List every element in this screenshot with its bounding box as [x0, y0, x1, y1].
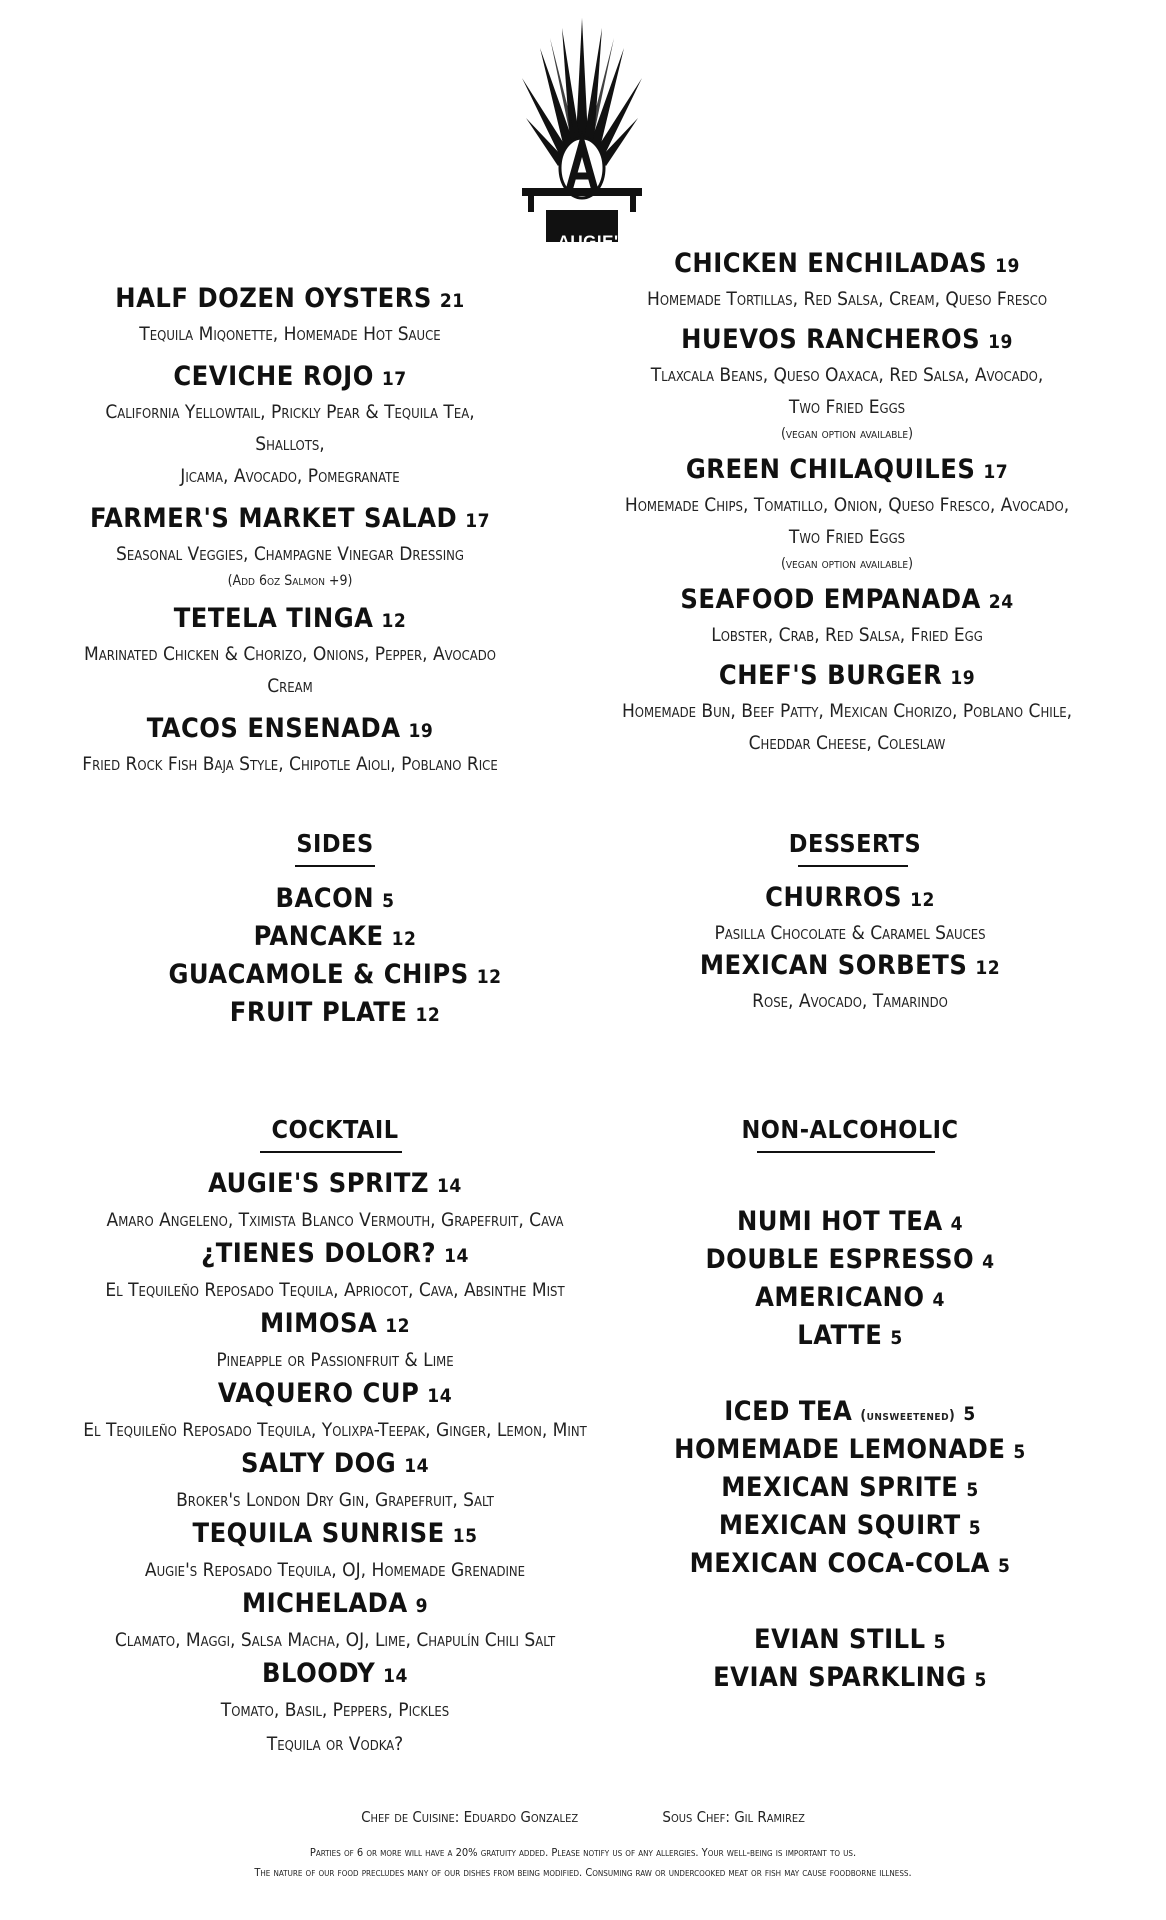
non-alcoholic-heading: NON-ALCOHOLIC: [741, 1115, 959, 1144]
cocktail-item: [60, 1307, 610, 1343]
menu-item-name: CHEF'S BURGER: [718, 660, 943, 691]
menu-item-price: 19: [950, 667, 976, 689]
desserts-underline: [798, 865, 908, 867]
menu-item: [80, 282, 500, 350]
cocktail-item: [60, 1517, 610, 1553]
logo-wordmark: AUGIE'S: [557, 232, 631, 251]
menu-item-title: [608, 453, 1086, 489]
side-item-price: 12: [476, 966, 502, 988]
menu-item-description: Fried Rock Fish Baja Style, Chipotle Aioli, Poblano Rice: [82, 753, 498, 775]
menu-item: [80, 712, 500, 780]
dessert-item-price: 12: [975, 957, 1001, 979]
menu-item-note: (vegan option available): [780, 426, 914, 442]
drink-item-name: MEXICAN COCA-COLA: [689, 1548, 990, 1579]
drink-item-name: EVIAN STILL: [754, 1624, 926, 1655]
dessert-item: [640, 949, 1060, 985]
cocktail-item-price: 14: [404, 1455, 429, 1477]
drink-item: [660, 1242, 1040, 1280]
cocktail-item-price: 12: [385, 1315, 411, 1337]
menu-item-name: TACOS ENSENADA: [146, 713, 401, 744]
dessert-item: [640, 881, 1060, 917]
menu-item-name: SEAFOOD EMPANADA: [680, 584, 981, 615]
cocktail-item-price: 14: [437, 1175, 462, 1197]
drink-item-qualifier: (unsweetened): [860, 1408, 956, 1424]
drink-item-price: 5: [974, 1669, 987, 1691]
menu-item-description: Two Fried Eggs: [788, 526, 906, 548]
drink-item-price: 5: [933, 1631, 946, 1653]
drink-item-name: MEXICAN SPRITE: [721, 1472, 959, 1503]
side-item-price: 12: [391, 928, 417, 950]
drink-item-price: 5: [997, 1555, 1011, 1577]
drink-item-price: 5: [1013, 1441, 1026, 1463]
side-item: [160, 957, 510, 995]
menu-item-price: 19: [988, 331, 1013, 353]
menu-item-description: Seasonal Veggies, Champagne Vinegar Dressing: [115, 543, 464, 565]
menu-item-description: Cheddar Cheese, Coleslaw: [748, 732, 946, 754]
side-item-price: 5: [382, 890, 395, 912]
non-alcoholic-list: [660, 1204, 1040, 1736]
right-menu-column: [608, 247, 1086, 767]
cocktail-item: [60, 1167, 610, 1203]
cocktail-item-name: SALTY DOG: [241, 1448, 397, 1479]
cocktail-item-description: El Tequileño Reposado Tequila, Apriocot, Cava, Absinthe Mist: [105, 1279, 565, 1301]
drink-item-price: 5: [963, 1403, 976, 1425]
cocktail-item: [60, 1377, 610, 1413]
cocktail-item-description: Tomato, Basil, Peppers, Pickles: [220, 1699, 450, 1721]
menu-item-description: Lobster, Crab, Red Salsa, Fried Egg: [711, 624, 983, 646]
menu-item-title: [608, 659, 1086, 695]
menu-item-note: (vegan option available): [780, 556, 914, 572]
drink-item: [660, 1394, 1040, 1432]
cocktail-list: [60, 1167, 610, 1761]
desserts-list: [640, 881, 1060, 1017]
drink-item-price: 5: [968, 1517, 982, 1539]
menu-item-title: [80, 602, 500, 638]
side-item-name: BACON: [275, 883, 375, 914]
gratuity-notice: Parties of 6 or more will have a 20% gratuity added. Please notify us of any allergies. Your well-being is important to us.: [309, 1846, 857, 1859]
side-item-name: PANCAKE: [253, 921, 384, 952]
cocktail-item-price: 14: [383, 1665, 408, 1687]
drink-item-name: HOMEMADE LEMONADE: [674, 1434, 1006, 1465]
non-alcoholic-group: [660, 1394, 1040, 1584]
menu-item: [608, 659, 1086, 759]
drink-item-price: 4: [950, 1213, 964, 1235]
menu-item: [608, 323, 1086, 445]
cocktail-item-price: 15: [452, 1525, 478, 1547]
cocktail-item-description: Pineapple or Passionfruit & Lime: [216, 1349, 454, 1371]
menu-item-name: GREEN CHILAQUILES: [685, 454, 976, 485]
chef-credits: [0, 1808, 1166, 1826]
side-item-name: FRUIT PLATE: [229, 997, 408, 1028]
cocktail-underline: [260, 1151, 402, 1153]
menu-item-price: 12: [381, 610, 407, 632]
drink-item-price: 5: [890, 1327, 903, 1349]
menu-item-title: [608, 583, 1086, 619]
menu-item-price: 17: [465, 510, 491, 532]
menu-item-description: Marinated Chicken & Chorizo, Onions, Pepper, Avocado Cream: [83, 643, 497, 697]
menu-item: [80, 602, 500, 702]
menu-item: [608, 453, 1086, 575]
drink-item: [660, 1204, 1040, 1242]
menu-item-price: 21: [439, 290, 465, 312]
menu-item: [608, 583, 1086, 651]
side-item: [160, 995, 510, 1033]
sides-underline: [295, 865, 375, 867]
menu-item-price: 24: [988, 591, 1014, 613]
augies-agave-logo: [522, 18, 642, 266]
menu-item-description: California Yellowtail, Prickly Pear & Tequila Tea, Shallots,: [105, 401, 475, 455]
cocktail-item: [60, 1447, 610, 1483]
menu-item-title: [80, 282, 500, 318]
menu-item-description: Two Fried Eggs: [788, 396, 906, 418]
cocktail-item-price: 9: [415, 1595, 429, 1617]
menu-item-name: CEVICHE ROJO: [173, 361, 374, 392]
cocktail-item: [60, 1657, 610, 1693]
non-alcoholic-group: [660, 1204, 1040, 1356]
menu-item-title: [80, 712, 500, 748]
menu-item: [80, 502, 500, 592]
menu-item-name: HALF DOZEN OYSTERS: [115, 283, 432, 314]
menu-item-note: (Add 6oz Salmon +9): [227, 573, 353, 589]
non-alcoholic-underline: [757, 1151, 935, 1153]
menu-item-title: [80, 502, 500, 538]
cocktail-item-price: 14: [427, 1385, 453, 1407]
drink-item-name: MEXICAN SQUIRT: [718, 1510, 961, 1541]
cocktail-item-name: BLOODY: [262, 1658, 376, 1689]
side-item: [160, 919, 510, 957]
cocktail-item-description: Clamato, Maggi, Salsa Macha, OJ, Lime, Chapulín Chili Salt: [114, 1629, 556, 1651]
side-item-name: GUACAMOLE & CHIPS: [168, 959, 469, 990]
left-menu-column: [80, 282, 500, 790]
drink-item-name: DOUBLE ESPRESSO: [705, 1244, 975, 1275]
cocktail-item-name: MIMOSA: [259, 1308, 378, 1339]
drink-item-price: 5: [966, 1479, 979, 1501]
cocktail-item-name: ¿TIENES DOLOR?: [201, 1238, 437, 1269]
cocktail-item-name: AUGIE'S SPRITZ: [208, 1168, 430, 1199]
menu-item-price: 17: [983, 461, 1009, 483]
cocktail-item-name: MICHELADA: [241, 1588, 408, 1619]
cocktail-heading: COCKTAIL: [271, 1115, 399, 1144]
cocktail-item: [60, 1237, 610, 1273]
drink-item-name: AMERICANO: [755, 1282, 925, 1313]
cocktail-item-name: TEQUILA SUNRISE: [192, 1518, 445, 1549]
cocktail-item-price: 14: [444, 1245, 469, 1267]
cocktail-item-description: Tequila or Vodka?: [266, 1733, 404, 1755]
cocktail-item: [60, 1587, 610, 1623]
menu-item-name: CHICKEN ENCHILADAS: [674, 248, 988, 279]
dessert-item-name: CHURROS: [765, 882, 903, 913]
menu-item-name: HUEVOS RANCHEROS: [681, 324, 981, 355]
menu-item-name: TETELA TINGA: [173, 603, 374, 634]
desserts-heading: DESSERTS: [788, 829, 922, 858]
side-item-price: 12: [415, 1004, 441, 1026]
menu-item-price: 17: [381, 368, 407, 390]
dessert-item-name: MEXICAN SORBETS: [699, 950, 968, 981]
menu-item-description: Homemade Chips, Tomatillo, Onion, Queso Fresco, Avocado,: [624, 494, 1070, 516]
menu-item-name: FARMER'S MARKET SALAD: [89, 503, 458, 534]
menu-item-description: Homemade Tortillas, Red Salsa, Cream, Queso Fresco: [646, 288, 1048, 310]
cocktail-item-description: Augie's Reposado Tequila, OJ, Homemade Grenadine: [144, 1559, 526, 1581]
drink-item: [660, 1622, 1040, 1660]
drink-item: [660, 1280, 1040, 1318]
drink-item-name: ICED TEA: [724, 1396, 853, 1427]
drink-item-name: LATTE: [797, 1320, 883, 1351]
menu-item-title: [608, 323, 1086, 359]
drink-item: [660, 1470, 1040, 1508]
menu-item: [80, 360, 500, 492]
cocktail-item-name: VAQUERO CUP: [217, 1378, 420, 1409]
drink-item: [660, 1508, 1040, 1546]
cocktail-item-description: Broker's London Dry Gin, Grapefruit, Salt: [176, 1489, 494, 1511]
side-item: [160, 881, 510, 919]
dessert-item-description: Rose, Avocado, Tamarindo: [752, 990, 948, 1012]
drink-item-name: EVIAN SPARKLING: [713, 1662, 967, 1693]
cocktail-item-description: Amaro Angeleno, Tximista Blanco Vermouth, Grapefruit, Cava: [106, 1209, 564, 1231]
chef-de-cuisine: Chef de Cuisine: Eduardo Gonzalez: [361, 1808, 579, 1826]
drink-item-name: NUMI HOT TEA: [736, 1206, 943, 1237]
cocktail-item-description: El Tequileño Reposado Tequila, Yolixpa-Teepak, Ginger, Lemon, Mint: [83, 1419, 587, 1441]
dessert-item-description: Pasilla Chocolate & Caramel Sauces: [714, 922, 986, 944]
drink-item: [660, 1660, 1040, 1698]
menu-item-price: 19: [995, 255, 1020, 277]
drink-item-price: 4: [982, 1251, 995, 1273]
menu-item-description: Tlaxcala Beans, Queso Oaxaca, Red Salsa, Avocado,: [650, 364, 1044, 386]
drink-item: [660, 1318, 1040, 1356]
menu-item-description: Homemade Bun, Beef Patty, Mexican Chorizo, Poblano Chile,: [621, 700, 1073, 722]
menu-item-title: [608, 247, 1086, 283]
menu-item: [608, 247, 1086, 315]
dessert-item-price: 12: [910, 889, 935, 911]
sides-heading: SIDES: [296, 829, 374, 858]
food-safety-notice: The nature of our food precludes many of our dishes from being modified. Consuming raw or undercooked meat or fish may cause foodborne illness.: [254, 1866, 912, 1879]
non-alcoholic-group: [660, 1622, 1040, 1698]
drink-item: [660, 1432, 1040, 1470]
menu-item-title: [80, 360, 500, 396]
sous-chef: Sous Chef: Gil Ramirez: [662, 1808, 805, 1826]
menu-item-description: Jicama, Avocado, Pomegranate: [180, 465, 400, 487]
drink-item-price: 4: [932, 1289, 945, 1311]
sides-list: [160, 881, 510, 1033]
menu-item-description: Tequila Miqonette, Homemade Hot Sauce: [139, 323, 441, 345]
menu-item-price: 19: [408, 720, 434, 742]
drink-item: [660, 1546, 1040, 1584]
